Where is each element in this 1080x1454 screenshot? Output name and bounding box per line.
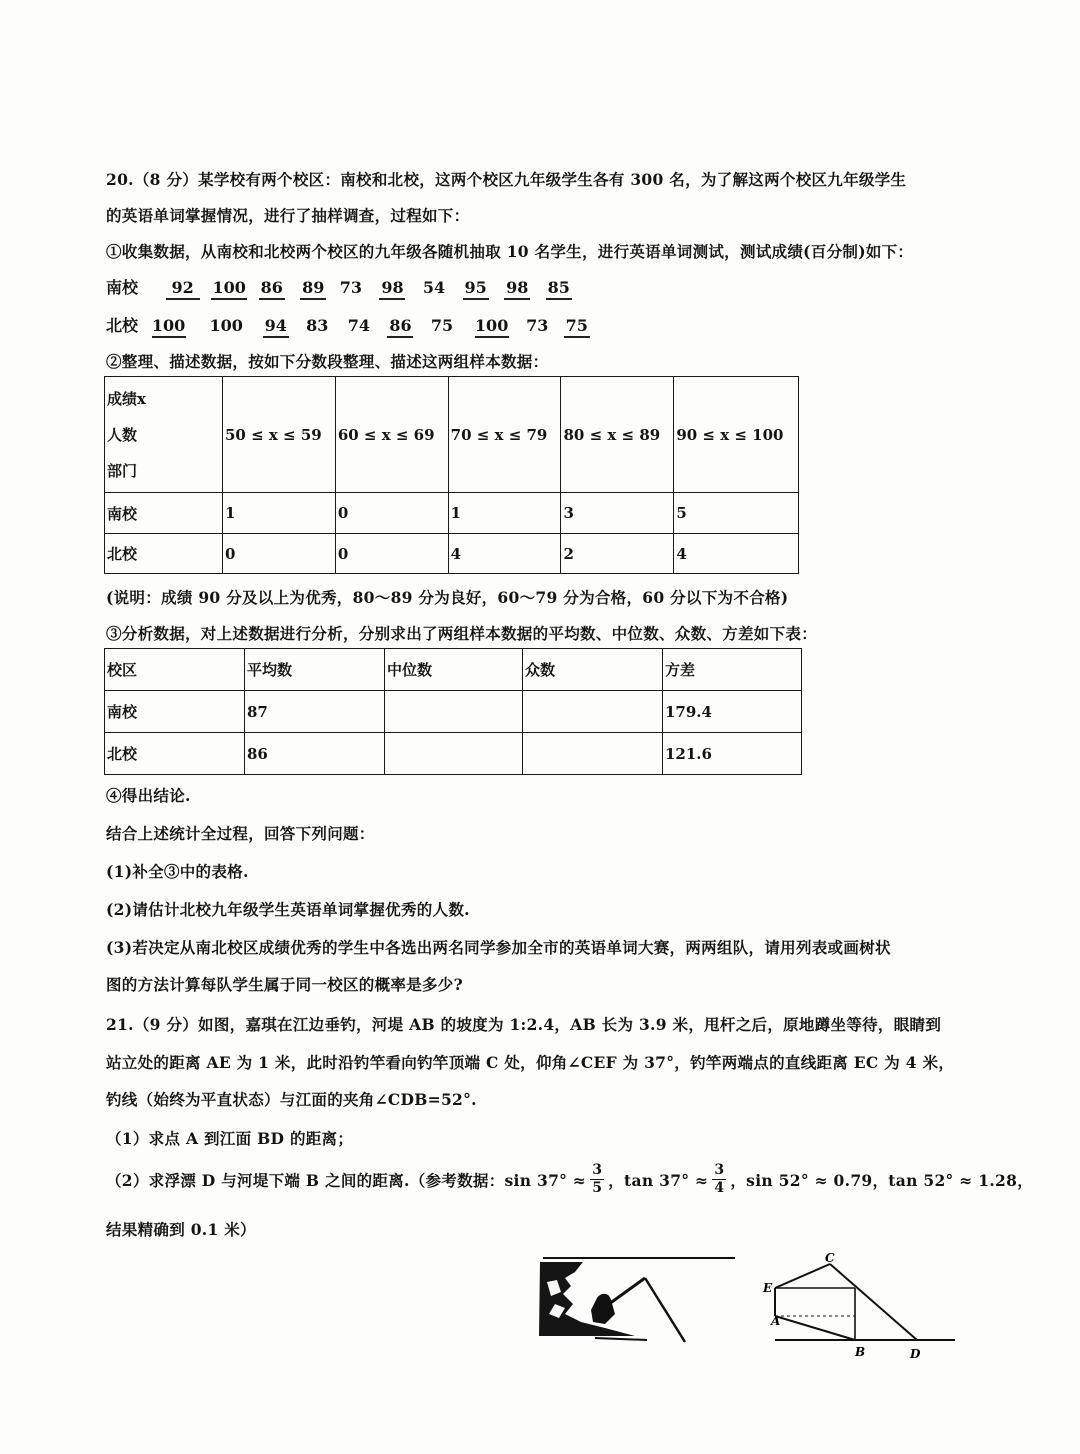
q21-line3: 钓线（始终为平直状态）与江面的夹角∠CDB=52°. [106,1090,477,1109]
cell: 86 [245,733,385,775]
range-header: 50 ≤ x ≤ 59 [223,377,336,493]
north-label: 北校 [106,316,139,335]
q20-part3b: 图的方法计算每队学生属于同一校区的概率是多少? [106,975,463,994]
q21-part2 [106,1162,1033,1197]
q20-step1: ①收集数据，从南校和北校两个校区的九年级各随机抽取 10 名学生，进行英语单词测试，测试成绩(百分制)如下： [106,242,914,261]
fishing-rod [609,1278,645,1304]
cell: 1 [223,493,336,534]
header-line: 部门 [107,461,138,480]
fishing-line [645,1278,685,1342]
q21-line2: 站立处的距离 AE 为 1 米，此时沿钓竿看向钓竿顶端 C 处，仰角∠CEF 为 37°，钓竿两端点的直线距离 EC 为 4 米， [106,1053,955,1072]
q21-part2-text-a: （2）求浮漂 D 与河堤下端 B 之间的距离.（参考数据：sin 37° ≈ [106,1170,587,1190]
label-D: D [910,1347,921,1361]
south-score: 73 [339,278,363,297]
statistics-table [104,648,802,775]
cell: 4 [674,534,799,574]
cell [523,691,663,733]
q20-part3a: (3)若决定从南北校区成绩优秀的学生中各选出两名同学参加全市的英语单词大赛，两两组队，请用列表或画树状 [106,938,891,957]
fisher-silhouette [591,1294,615,1324]
table-row [105,733,802,775]
q20-step2: ②整理、描述数据，按如下分数段整理、描述这两组样本数据： [106,352,549,371]
range-header: 90 ≤ x ≤ 100 [674,377,799,493]
segment-AB [775,1316,855,1340]
cell: 5 [674,493,799,534]
col-header: 中位数 [385,649,523,691]
segment-CD [830,1264,917,1340]
cell: 0 [335,493,448,534]
shore-line [595,1338,647,1340]
row-name: 南校 [105,493,223,534]
row-name: 北校 [105,534,223,574]
south-score: 95 [463,278,489,300]
south-score: 89 [300,278,326,300]
south-score: 92 [166,278,200,300]
cell [523,733,663,775]
range-header: 70 ≤ x ≤ 79 [448,377,561,493]
fraction-numerator: 3 [714,1162,725,1178]
geometry-diagram [755,1250,960,1365]
q21-line1: 21.（9 分）如图，嘉琪在江边垂钓，河堤 AB 的坡度为 1:2.4，AB 长为 3.9 米，甩杆之后，原地蹲坐等待，眼睛到 [106,1015,942,1034]
q21-part3: 结果精确到 0.1 米） [106,1220,256,1239]
cell: 121.6 [663,733,802,775]
q20-line2: 的英语单词掌握情况，进行了抽样调查，过程如下： [106,206,470,225]
cell: 0 [223,534,336,574]
fraction-3-4 [712,1162,726,1197]
cell: 4 [448,534,561,574]
north-scores-row [106,313,590,338]
cell: 北校 [105,733,245,775]
table1-corner-header [105,377,223,493]
segment-EC [775,1264,830,1288]
north-score: 94 [263,316,289,338]
q20-note: (说明：成绩 90 分及以上为优秀，80～89 分为良好，60～79 分为合格，60 分以下为不合格) [106,588,789,607]
north-score: 86 [387,316,413,338]
cell: 0 [335,534,448,574]
q20-step4: ④得出结论. [106,786,191,805]
south-score: 98 [504,278,530,300]
fraction-3-5 [590,1162,604,1197]
north-score: 100 [209,316,243,335]
north-score: 73 [526,316,549,335]
north-score: 74 [347,316,371,335]
cell: 179.4 [663,691,802,733]
q21-part2-text-c: ，sin 52° ≈ 0.79，tan 52° ≈ 1.28， [730,1170,1034,1190]
range-header: 60 ≤ x ≤ 69 [335,377,448,493]
north-score: 83 [306,316,329,335]
fraction-numerator: 3 [592,1162,603,1178]
header-line: 成绩x [107,389,146,408]
cell: 南校 [105,691,245,733]
embankment-shape [539,1262,635,1336]
fraction-denominator: 4 [714,1180,725,1196]
table-row [105,691,802,733]
q20-part2: (2)请估计北校九年级学生英语单词掌握优秀的人数. [106,900,470,919]
cell: 3 [561,493,674,534]
fraction-denominator: 5 [592,1180,603,1196]
frequency-table [104,376,799,574]
south-score: 98 [379,278,405,300]
fishing-illustration [535,1252,745,1344]
cell: 2 [561,534,674,574]
header-line: 人数 [107,425,138,444]
north-score: 100 [152,316,186,338]
south-score: 86 [259,278,285,300]
north-score: 75 [564,316,590,338]
col-header: 众数 [523,649,663,691]
north-score: 100 [475,316,509,338]
q20-part1: (1)补全③中的表格. [106,862,249,881]
q20-step3: ③分析数据，对上述数据进行分析，分别求出了两组样本数据的平均数、中位数、众数、方差如下表： [106,624,818,643]
table-row [105,534,799,574]
cell [385,733,523,775]
label-E: E [763,1281,773,1295]
table-row [105,493,799,534]
label-A: A [771,1314,781,1328]
q20-line1: 20.（8 分）某学校有两个校区：南校和北校，这两个校区九年级学生各有 300 名，为了解这两个校区九年级学生 [106,170,907,189]
label-C: C [825,1251,835,1265]
label-B: B [855,1345,866,1359]
col-header: 校区 [105,649,245,691]
cell: 1 [448,493,561,534]
q21-part1: （1）求点 A 到江面 BD 的距离； [106,1129,354,1148]
cell [385,691,523,733]
south-score: 54 [422,278,446,297]
col-header: 方差 [663,649,802,691]
south-scores-row [106,275,572,300]
cell: 87 [245,691,385,733]
south-score: 100 [211,278,247,300]
south-score: 85 [546,278,572,300]
south-label: 南校 [106,278,139,297]
north-score: 75 [430,316,454,335]
col-header: 平均数 [245,649,385,691]
range-header: 80 ≤ x ≤ 89 [561,377,674,493]
q21-part2-text-b: ，tan 37° ≈ [608,1170,709,1190]
q20-intro: 结合上述统计全过程，回答下列问题： [106,824,375,843]
